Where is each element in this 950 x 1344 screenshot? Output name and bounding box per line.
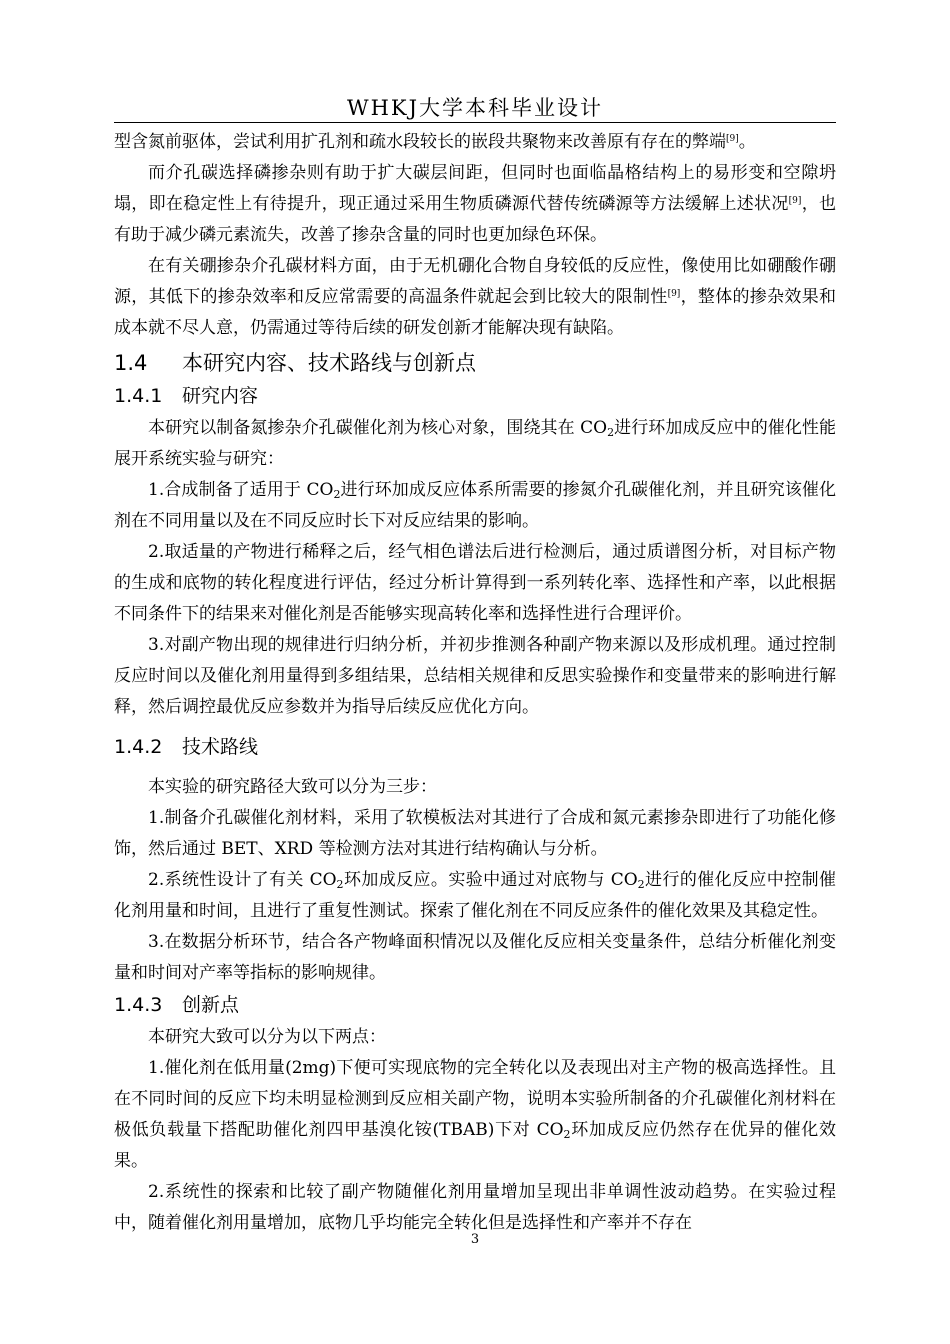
paragraph-phosphorus-doping: 而介孔碳选择磷掺杂则有助于扩大碳层间距，但同时也面临晶格结构上的易形变和空隙坍塌，即在稳定性上有待提升，现正通过采用生物质磷源代替传统磷源等方法缓解上述状况[9]，也有助于减少磷元素流失，改善了掺杂含量的同时也更加绿色环保。 bbox=[114, 163, 837, 245]
section-title: 创新点 bbox=[182, 994, 240, 1016]
innovation-item-1: 1.催化剂在低用量(2mg)下便可实现底物的完全转化以及表现出对主产物的极高选择性。且在不同时间的反应下均未明显检测到反应相关副产物，说明本实验所制备的介孔碳催化剂材料在极低负载量下搭配助催化剂四甲基溴化铵(TBAB)下对 $CO_2$环加成反应仍然存在优异的催化效果。 bbox=[114, 1058, 836, 1171]
route-intro: 本实验的研究路径大致可以分为三步： bbox=[148, 777, 437, 797]
section-number: 1.4.1 bbox=[114, 385, 163, 407]
innovation-item-2: 2.系统性的探索和比较了副产物随催化剂用量增加呈现出非单调性波动趋势。在实验过程中，随着催化剂用量增加，底物几乎均能完全转化但是选择性和产率并不存在 bbox=[114, 1182, 836, 1233]
section-heading-1-4-2 bbox=[114, 732, 836, 762]
section-heading-1-4-3 bbox=[114, 990, 836, 1020]
section-number: 1.4.3 bbox=[114, 994, 163, 1016]
route-item-3: 3.在数据分析环节，结合各产物峰面积情况以及催化反应相关变量条件，总结分析催化剂变量和时间对产率等指标的影响规律。 bbox=[114, 932, 836, 983]
paragraph-continuation: 型含氮前驱体，尝试利用扩孔剂和疏水段较长的嵌段共聚物来改善原有存在的弊端[9]。 bbox=[114, 132, 756, 152]
header-rule bbox=[114, 122, 836, 123]
section-heading-1-4 bbox=[114, 346, 836, 380]
section-title: 研究内容 bbox=[182, 385, 259, 407]
research-item-2: 2.取适量的产物进行稀释之后，经气相色谱法后进行检测后，通过质谱图分析，对目标产物的生成和底物的转化程度进行评估，经过分析计算得到一系列转化率、选择性和产率，以此根据不同条件下的结果来对催化剂是否能够实现高转化率和选择性进行合理评价。 bbox=[114, 542, 836, 624]
section-title: 本研究内容、技术路线与创新点 bbox=[182, 351, 476, 375]
route-item-2: 2.系统性设计了有关 $CO_2$环加成反应。实验中通过对底物与 $CO_2$进行的催化反应中控制催化剂用量和时间，且进行了重复性测试。探索了催化剂在不同反应条件的催化效果及其稳定性。 bbox=[114, 870, 837, 921]
section-number: 1.4.2 bbox=[114, 736, 163, 758]
research-intro: 本研究以制备氮掺杂介孔碳催化剂为核心对象，围绕其在 $CO_2$进行环加成反应中的催化性能展开系统实验与研究： bbox=[114, 418, 836, 469]
research-item-1: 1.合成制备了适用于 $CO_2$进行环加成反应体系所需要的掺氮介孔碳催化剂，并且研究该催化剂在不同用量以及在不同反应时长下对反应结果的影响。 bbox=[114, 480, 836, 531]
page-header: WHKJ大学本科毕业设计 bbox=[346, 96, 603, 120]
innovation-intro: 本研究大致可以分为以下两点： bbox=[148, 1027, 386, 1047]
route-item-1: 1.制备介孔碳催化剂材料，采用了软模板法对其进行了合成和氮元素掺杂即进行了功能化修饰，然后通过 BET、XRD 等检测方法对其进行结构确认与分析。 bbox=[114, 808, 836, 859]
citation: [9] bbox=[667, 289, 681, 299]
research-item-3: 3.对副产物出现的规律进行归纳分析，并初步推测各种副产物来源以及形成机理。通过控制反应时间以及催化剂用量得到多组结果，总结相关规律和反思实验操作和变量带来的影响进行解释，然后调控最优反应参数并为指导后续反应优化方向。 bbox=[114, 635, 836, 717]
citation: [9] bbox=[726, 134, 739, 144]
citation: [9] bbox=[788, 196, 802, 206]
section-number: 1.4 bbox=[114, 351, 148, 375]
page-number: 3 bbox=[470, 1232, 480, 1247]
section-title: 技术路线 bbox=[182, 736, 259, 758]
section-heading-1-4-1 bbox=[114, 381, 836, 411]
paragraph-boron-doping: 在有关硼掺杂介孔碳材料方面，由于无机硼化合物自身较低的反应性，像使用比如硼酸作硼源，其低下的掺杂效率和反应常需要的高温条件就起会到比较大的限制性[9]，整体的掺杂效果和成本就不尽人意，仍需通过等待后续的研发创新才能解决现有缺陷。 bbox=[114, 256, 837, 338]
page-content bbox=[114, 127, 836, 1239]
